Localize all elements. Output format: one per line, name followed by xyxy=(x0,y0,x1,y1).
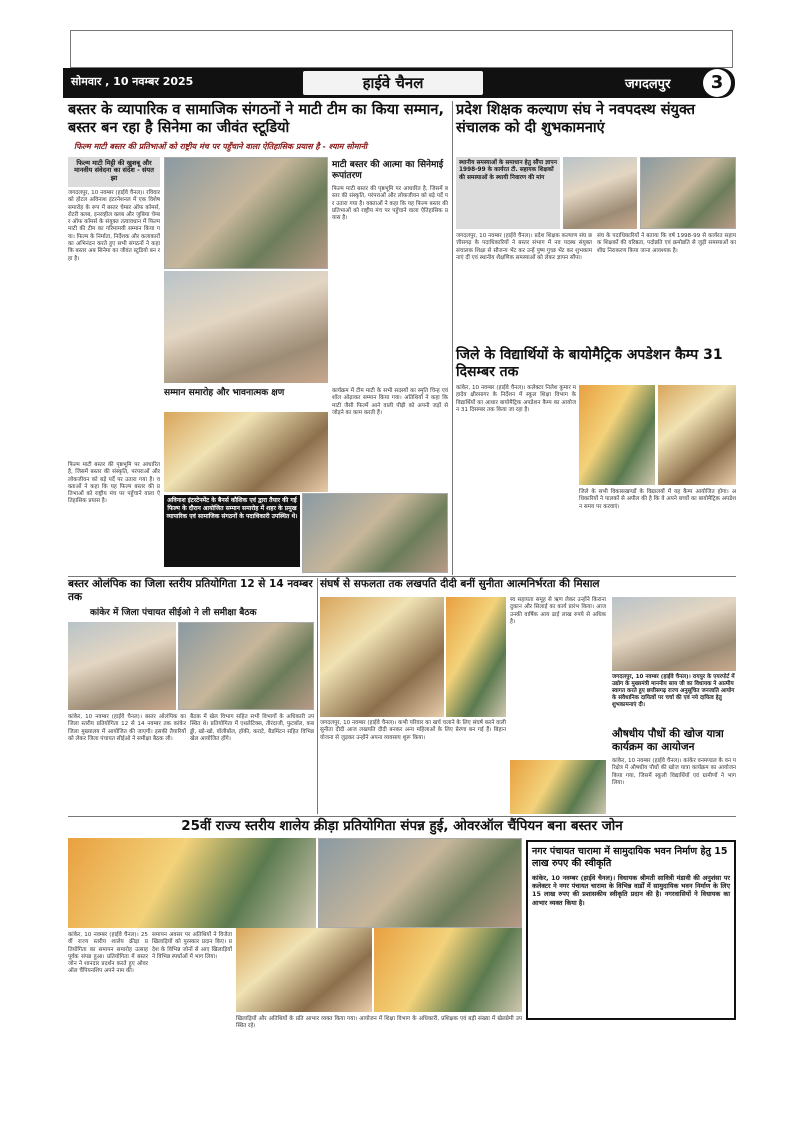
masthead-city: जगदलपुर xyxy=(625,77,671,92)
a2-box: स्थानीय समस्याओं के समाधान हेतु सौंपा ज्ञापन 1998-99 के कार्यरत टी. सहायक शिक्षकों की समस्याओं के स्थायी निवारण की मांग xyxy=(456,157,560,229)
masthead xyxy=(63,68,735,98)
a3-photo-1 xyxy=(579,385,655,485)
page-number: 3 xyxy=(703,69,731,97)
a1-subhead: फिल्म माटी बस्तर की प्रतिभाओं को राष्ट्रीय मंच पर पहुँचाने वाला ऐतिहासिक प्रयास है - श्याम सोमानी xyxy=(74,142,368,151)
a7-photo-1 xyxy=(68,838,316,928)
divider-horizontal-2 xyxy=(68,816,736,817)
a3-photo-2 xyxy=(658,385,736,485)
a7-photo-4 xyxy=(374,928,522,1012)
a1-headline: बस्तर के व्यापारिक व सामाजिक संगठनों ने माटी टीम का किया सम्मान, बस्तर बन रहा है सिनेमा का जीवंत स्टूडियो xyxy=(68,102,444,136)
a5-photo-2 xyxy=(446,597,506,717)
a6-caption: जगदलपुर, 10 नवम्बर (हाईवे चैनल)। रायपुर के एयरपोर्ट में उद्योग के मुख्यमंत्री माननीय साय जी का विधायक ने आत्मीय स्वागत करते हुए छत्तीसगढ़ राज्य अनुसूचित जनजाति आयोग के संवैधानिक दायित्वों पर चर्चा की एवं नये दायित्व हेतु शुभकामनाएं दी। xyxy=(612,674,735,708)
a3-body-2: जिले के सभी विकासखण्डों के विद्यालयों में यह कैम्प आयोजित होगा। अधिकारियों ने पालकों से अपील की है कि वे अपने बच्चों का बायोमैट्रिक अपडेशन समय पर करवाएं। xyxy=(579,489,736,510)
a1-body-1b: फिल्म माटी बस्तर की पृष्ठभूमि पर आधारित है, जिसमें बस्तर की संस्कृति, परंपराओं और लोकजीवन को बड़े पर्दे पर उतारा गया है। वक्ताओं ने कहा कि यह फिल्म बस्तर की प्रतिभाओं को राष्ट्रीय मंच पर पहुँचाने वाला ऐतिहासिक प्रयास है। xyxy=(68,462,162,505)
a1-photo-group xyxy=(164,157,328,269)
a1-caption: अविनाश इंटरटेनमेंट के बैनर्स कौशिक एवं द्वारा तैयार की गई फिल्म के दौरान आयोजित सम्मान समारोह में शहर के प्रमुख व्यापारिक एवं सामाजिक संगठनों के पदाधिकारी उपस्थित थे। xyxy=(164,495,300,567)
a1-body-2: फिल्म माटी बस्तर की पृष्ठभूमि पर आधारित है, जिसमें बस्तर की संस्कृति, परंपराओं और लोकजीवन को बड़े पर्दे पर उतारा गया है। वक्ताओं ने कहा कि यह फिल्म बस्तर की प्रतिभाओं को राष्ट्रीय मंच पर पहुँचाने वाला ऐतिहासिक प्रयास है। xyxy=(332,186,450,222)
a4-photo-2 xyxy=(178,622,314,710)
a4-body-1: कांकेर, 10 नवम्बर (हाईवे चैनल)। बस्तर ओलंपिक का जिला स्तरीय प्रतियोगिता 12 से 14 नवम्बर तक कांकेर जिला मुख्यालय में आयोजित की जाएगी। इसकी तैयारियों को लेकर जिला पंचायत सीईओ ने समीक्षा बैठक ली। xyxy=(68,714,188,742)
a5-headline: संघर्ष से सफलता तक लखपति दीदी बनीं सुनीता आत्मनिर्भरता की मिसाल xyxy=(320,578,600,590)
a6-photo xyxy=(612,597,736,671)
masthead-paper: हाईवे चैनल xyxy=(303,71,483,95)
a3-headline: जिले के विद्यार्थियों के बायोमैट्रिक अपडेशन कैम्प 31 दिसम्बर तक xyxy=(456,347,723,380)
a7-photo-2 xyxy=(318,838,522,928)
a4-photo-1 xyxy=(68,622,176,710)
a7-body-1: कांकेर, 10 नवम्बर (हाईवे चैनल)। 25वीं राज्य स्तरीय शालेय क्रीड़ा प्रतियोगिता का समापन समारोह उत्साहपूर्वक संपन्न हुआ। प्रतियोगिता में बस्तर जोन ने शानदार प्रदर्शन करते हुए ओवरऑल चैंपियनशिप अपने नाम की। xyxy=(68,932,150,975)
a7-body-2: समापन अवसर पर अतिथियों ने विजेता खिलाड़ियों को पुरस्कार प्रदान किए। प्रदेश के विभिन्न जोनों से आए खिलाड़ियों ने विभिन्न स्पर्धाओं में भाग लिया। xyxy=(152,932,234,960)
a7-photo-3 xyxy=(236,928,372,1012)
masthead-date: सोमवार , 10 नवम्बर 2025 xyxy=(71,75,194,88)
a1-body-3: कार्यक्रम में टीम माटी के सभी सदस्यों का स्मृति चिन्ह एवं शॉल ओढ़ाकर सम्मान किया गया। अतिथियों ने कहा कि माटी जैसी फिल्में आने वाली पीढ़ी को अपनी जड़ों से जोड़ने का काम करती हैं। xyxy=(332,388,450,416)
a1-photo-wide xyxy=(302,493,448,573)
a2-photo-2 xyxy=(640,157,736,229)
a2-body-2: संघ के पदाधिकारियों ने बताया कि वर्ष 1998-99 से कार्यरत सहायक शिक्षकों की वरिष्ठता, पदोन्नति एवं क्रमोन्नति से जुड़ी समस्याओं का शीघ्र निराकरण किया जाना आवश्यक है। xyxy=(597,233,738,254)
a2-photo-1 xyxy=(563,157,637,229)
a1-body-1: जगदलपुर, 10 नवम्बर (हाईवे चैनल)। रविवार को होटल अविनाश इंटरनेशनल में एक विशेष समारोह के रूप में बस्तर चेम्बर ऑफ कॉमर्स, रोटरी क्लब, इनरव्हील क्लब और जुबिया चेम्बर ऑफ कॉमर्स के संयुक्त तत्वावधान में फिल्म माटी की टीम का गरिमामयी सम्मान किया गया। फिल्म के निर्माता, निर्देशक और कलाकारों का अभिनंदन करते हुए सभी संगठनों ने कहा कि बस्तर अब सिनेमा का जीवंत स्टूडियो बन रहा है। xyxy=(68,190,162,262)
a5-body-2: स्व सहायता समूह से ऋण लेकर उन्होंने किराना दुकान और सिलाई का कार्य प्रारंभ किया। आज उनकी वार्षिक आय ढाई लाख रुपये से अधिक है। xyxy=(510,597,608,625)
a4-body-2: बैठक में खेल विभाग सहित सभी विभागों के अधिकारी उपस्थित थे। प्रतियोगिता में एथलेटिक्स, तीरंदाजी, फुटबॉल, कबड्डी, खो-खो, वॉलीबॉल, हॉकी, कराटे, बैडमिंटन सहित विभिन्न खेल आयोजित होंगे। xyxy=(190,714,316,742)
a1-callout: फिल्म माटी मिट्टी की खुशबू और मानवीय संवेदना का संदेश - संयत झा xyxy=(68,157,160,187)
divider-horizontal-1 xyxy=(68,576,736,577)
a1-sub-title: सम्मान समारोह और भावनात्मक क्षण xyxy=(164,388,285,398)
a1-box-title: माटी बस्तर की आत्मा का सिनेमाई रूपांतरण xyxy=(332,160,444,181)
a4-deck: कांकेर में जिला पंचायत सीईओ ने ली समीक्षा बैठक xyxy=(90,608,257,618)
a6-headline: औषधीय पौधों की खोज यात्रा कार्यक्रम का आयोजन xyxy=(612,728,724,753)
a1-photo-pair xyxy=(164,271,328,383)
a3-body-1: कांकेर, 10 नवम्बर (हाईवे चैनल)। कलेक्टर निलेश कुमार महादेव क्षीरसागर के निर्देशन में स्कूल शिक्षा विभाग के विद्यार्थियों का आधार बायोमैट्रिक अपडेशन कैम्प का आयोजन 31 दिसम्बर तक किया जा रहा है। xyxy=(456,385,578,413)
a7-body-3: खिलाड़ियों और अतिथियों के प्रति आभार व्यक्त किया गया। आयोजन में शिक्षा विभाग के अधिकारी, प्रशिक्षक एवं बड़ी संख्या में खेलप्रेमी उपस्थित रहे। xyxy=(236,1016,522,1030)
a2-body-1: जगदलपुर, 10 नवम्बर (हाईवे चैनल)। प्रदेश शिक्षक कल्याण संघ छत्तीसगढ़ के पदाधिकारियों ने बस्तर संभाग में नव पदस्थ संयुक्त संचालक शिक्षा से सौजन्य भेंट कर उन्हें पुष्प गुच्छ भेंट कर शुभकामनाएं दीं एवं स्थानीय शैक्षणिक समस्याओं को लेकर ज्ञापन सौंपा। xyxy=(456,233,594,261)
a7-headline: 25वीं राज्य स्तरीय शालेय क्रीड़ा प्रतियोगिता संपन्न हुई, ओवरऑल चैंपियन बना बस्तर जोन xyxy=(181,818,623,834)
a8-body: कांकेर, 10 नवम्बर (हाईवे चैनल)। विधायक श्रीमती सावित्री मंडावी की अनुशंसा पर कलेक्टर ने नगर पंचायत चारामा के विभिन्न वार्डों में सामुदायिक भवन निर्माण के लिए 15 लाख रुपए की प्रशासकीय स्वीकृति प्रदान की है। नगरवासियों ने विधायक का आभार व्यक्त किया है। xyxy=(532,874,730,907)
a1-photo-stage xyxy=(164,412,328,492)
a8-headline: नगर पंचायत चारामा में सामुदायिक भवन निर्माण हेतु 15 लाख रुपए की स्वीकृति xyxy=(532,846,728,869)
a5-body-1: जगदलपुर, 10 नवम्बर (हाईवे चैनल)। कभी परिवार का खर्च चलाने के लिए संघर्ष करने वाली सुनीता दीदी आज लखपति दीदी बनकर अन्य महिलाओं के लिए प्रेरणा बन गई हैं। बिहान योजना से जुड़कर उन्होंने अपना व्यवसाय शुरू किया। xyxy=(320,720,508,741)
a2-headline: प्रदेश शिक्षक कल्याण संघ ने नवपदस्थ संयुक्त संचालक को दी शुभकामनाएं xyxy=(456,102,695,136)
a6-body-1: कांकेर, 10 नवम्बर (हाईवे चैनल)। कांकेर वनमण्डल के वन परिक्षेत्र में औषधीय पौधों की खोज यात्रा कार्यक्रम का आयोजन किया गया, जिसमें स्कूली विद्यार्थियों एवं ग्रामीणों ने भाग लिया। xyxy=(612,758,738,786)
divider-vertical-1 xyxy=(452,101,453,575)
a6-photo-2 xyxy=(510,760,606,814)
a5-photo-1 xyxy=(320,597,444,717)
top-ad-box xyxy=(70,30,733,68)
divider-vertical-2 xyxy=(317,578,318,814)
a8-box xyxy=(526,840,736,1020)
a4-headline: बस्तर ओलंपिक का जिला स्तरीय प्रतियोगिता 12 से 14 नवम्बर तक xyxy=(68,578,313,603)
